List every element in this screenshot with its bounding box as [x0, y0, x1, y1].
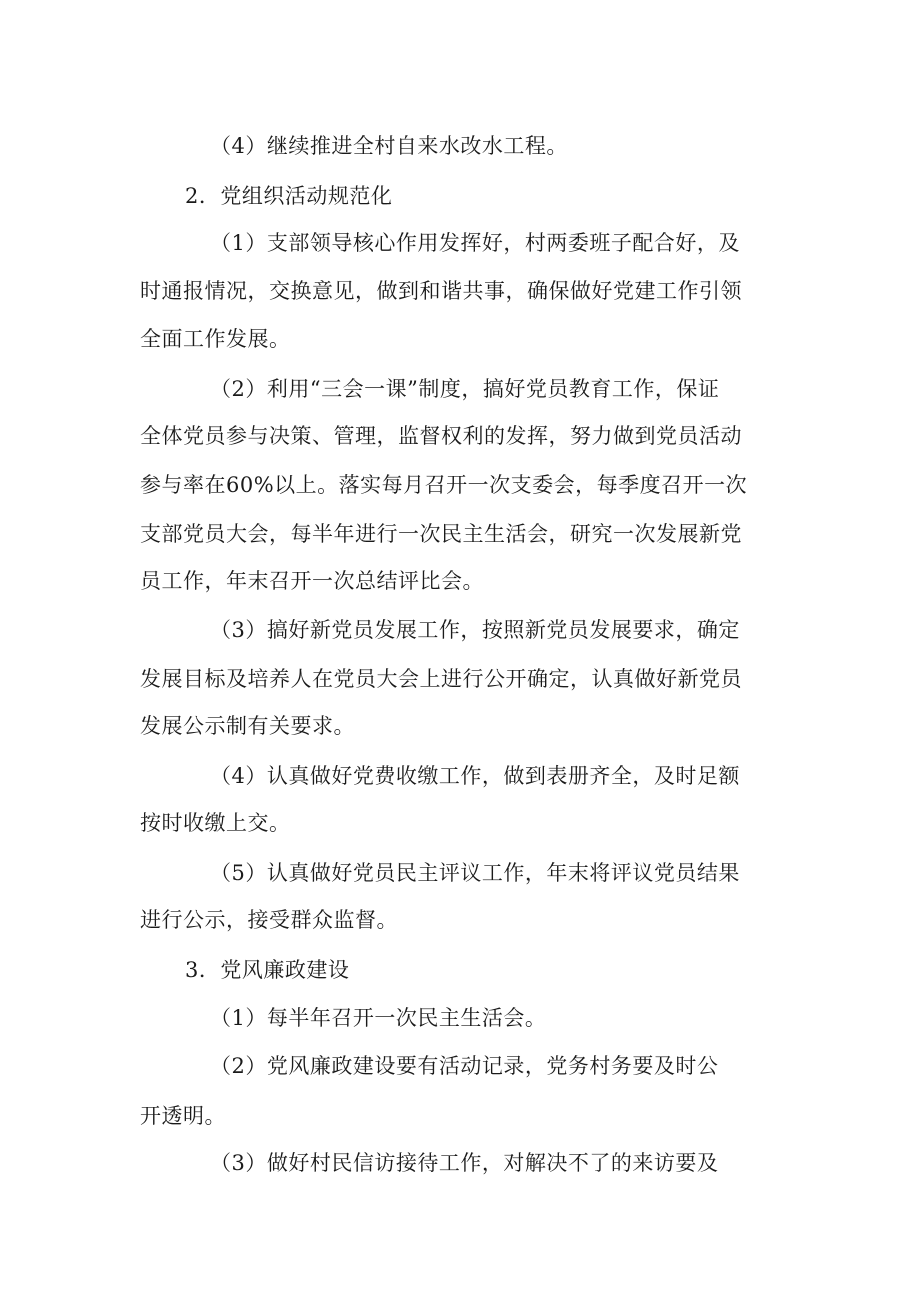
text-line: 支部党员大会，每半年进行一次民主生活会，研究一次发展新党 — [140, 522, 742, 546]
text-line: 开透明。 — [140, 1104, 226, 1128]
text-line: 发展目标及培养人在党员大会上进行公开确定，认真做好新党员 — [140, 667, 742, 691]
text-line: （2）利用“三会一课”制度，搞好党员教育工作，保证 — [210, 377, 720, 401]
text-line: 发展公示制有关要求。 — [140, 714, 355, 738]
text-line: 按时收缴上交。 — [140, 811, 291, 835]
text-line: （5）认真做好党员民主评议工作，年末将评议党员结果 — [210, 861, 740, 885]
text-line: 参与率在60%以上。落实每月召开一次支委会，每季度召开一次 — [140, 473, 748, 497]
section-heading: 3．党风廉政建设 — [185, 958, 350, 982]
text-line: （2）党风廉政建设要有活动记录，党务村务要及时公 — [210, 1054, 719, 1078]
text-line: 时通报情况，交换意见，做到和谐共事，确保做好党建工作引领 — [140, 279, 742, 303]
text-line: （1）支部领导核心作用发挥好，村两委班子配合好，及 — [210, 231, 740, 255]
text-line: （4）认真做好党费收缴工作，做到表册齐全，及时足额 — [210, 764, 740, 788]
text-line: 进行公示，接受群众监督。 — [140, 908, 398, 932]
text-line: （1）每半年召开一次民主生活会。 — [210, 1006, 547, 1030]
section-heading: 2．党组织活动规范化 — [185, 184, 393, 208]
text-line: 全面工作发展。 — [140, 327, 291, 351]
text-line: 全体党员参与决策、管理，监督权利的发挥，努力做到党员活动 — [140, 424, 742, 448]
text-line: （3）搞好新党员发展工作，按照新党员发展要求，确定 — [210, 618, 740, 642]
text-line: （4）继续推进全村自来水改水工程。 — [210, 134, 568, 158]
text-line: 员工作，年末召开一次总结评比会。 — [140, 569, 484, 593]
text-line: （3）做好村民信访接待工作，对解决不了的来访要及 — [210, 1151, 719, 1175]
